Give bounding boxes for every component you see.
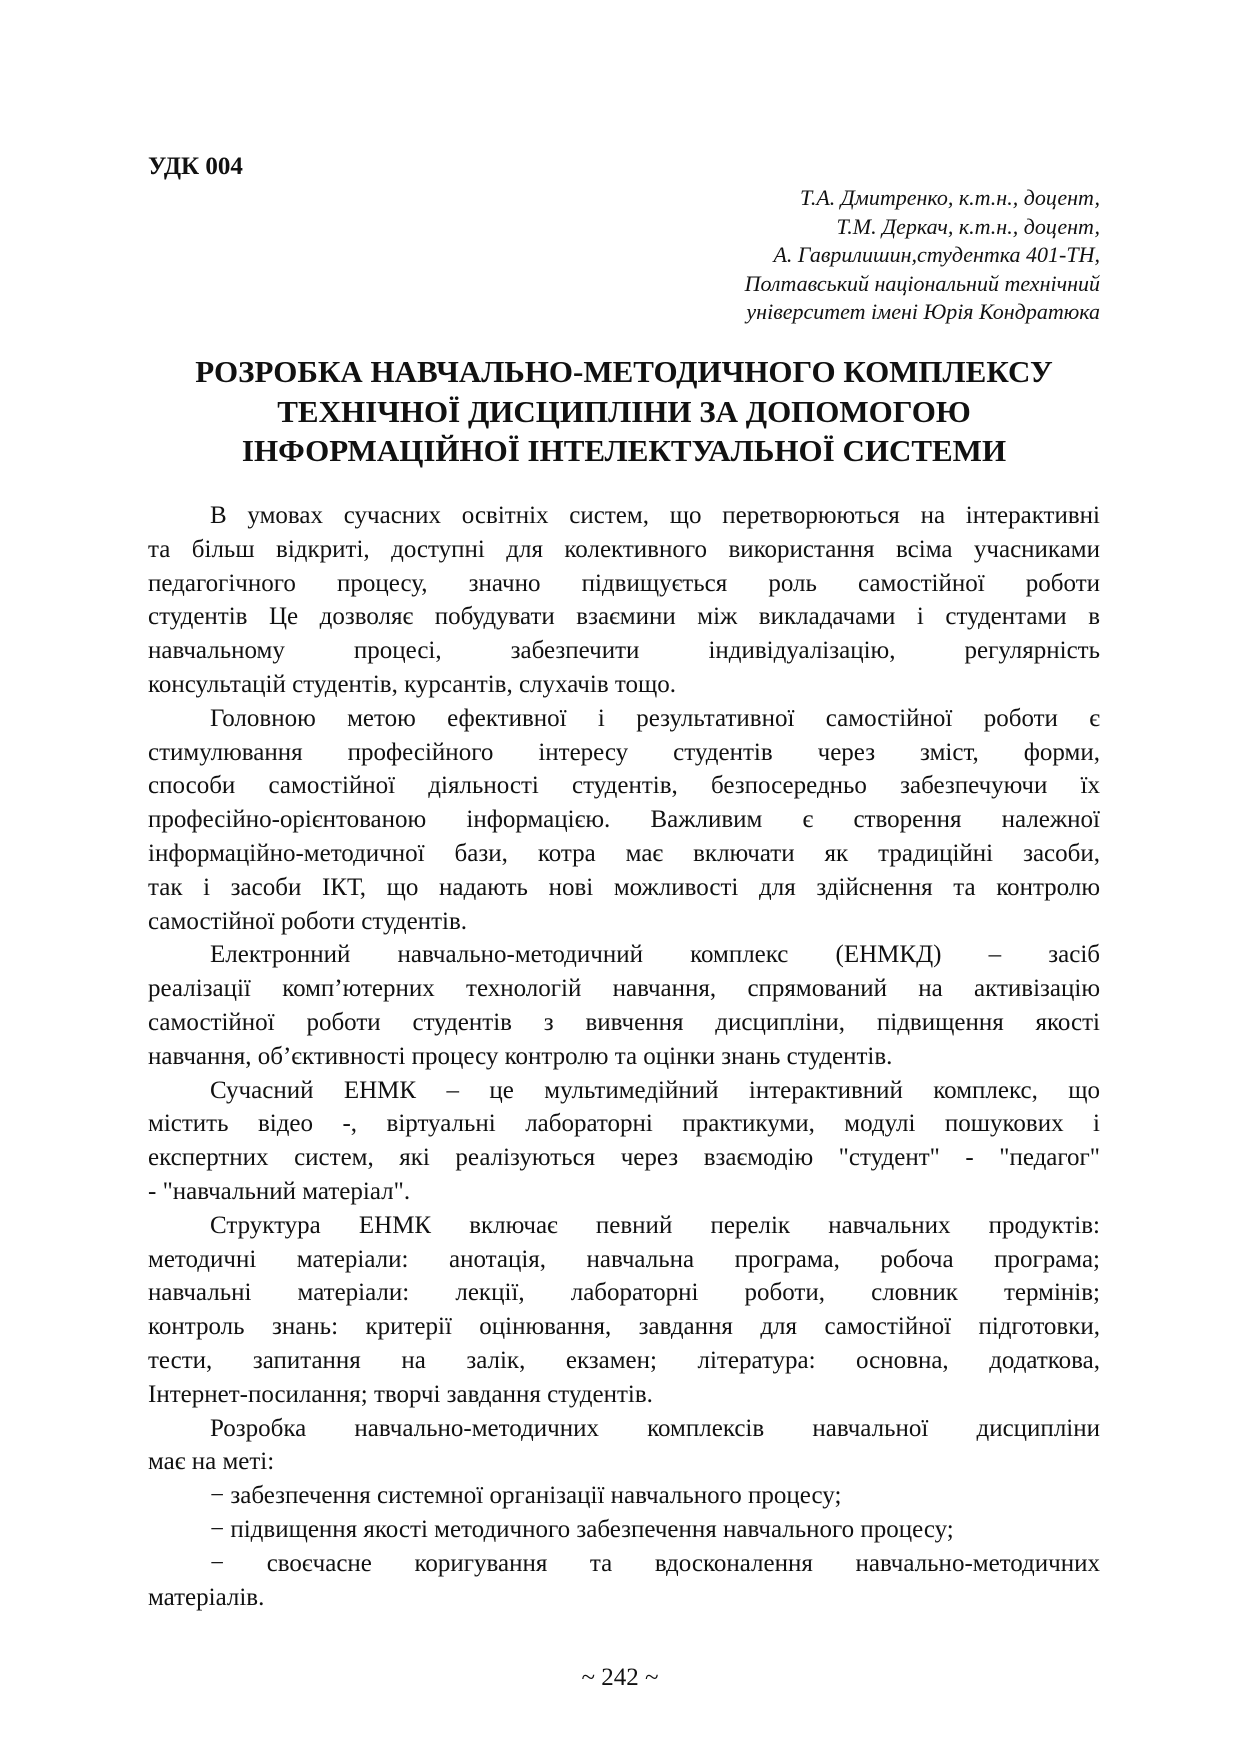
text-line: способи самостійної діяльності студентів, безпосередньо забезпечуючи їх: [148, 772, 1100, 800]
page-number: ~ 242 ~: [581, 1664, 659, 1691]
text-line: − своєчасне коригування та вдосконалення навчально-методичних: [210, 1549, 1100, 1577]
text-line: навчальні матеріали: лекції, лабораторні роботи, словник термінів;: [148, 1279, 1100, 1307]
author-line: А. Гаврилишин,студентка 401-ТН,: [773, 242, 1100, 267]
paragraph: [148, 1547, 1100, 1615]
text-line: педагогічного процесу, значно підвищується роль самостійної роботи: [148, 569, 1100, 597]
text-line: навчання, об’єктивності процесу контролю та оцінки знань студентів.: [148, 1042, 893, 1070]
text-line: реалізації комп’ютерних технологій навчання, спрямований на активізацію: [148, 975, 1100, 1003]
text-line: має на меті:: [148, 1448, 275, 1476]
text-line: навчальному процесі, забезпечити індивідуалізацію, регулярність: [148, 637, 1100, 665]
text-line: Розробка навчально-методичних комплексів навчальної дисципліни: [210, 1414, 1100, 1442]
udc-code: УДК 004: [148, 153, 243, 180]
text-line: В умовах сучасних освітніх систем, що перетворюються на інтерактивні: [210, 502, 1100, 529]
text-line: студентів Це дозволяє побудувати взаємини між викладачами і студентами в: [148, 603, 1100, 631]
text-line: Головною метою ефективної і результативної самостійної роботи є: [210, 704, 1100, 732]
title-line: ТЕХНІЧНОЇ ДИСЦИПЛІНИ ЗА ДОПОМОГОЮ: [277, 393, 971, 429]
article-title: [148, 352, 1100, 471]
text-line: тести, запитання на залік, екзамен; література: основна, додаткова,: [148, 1346, 1100, 1374]
affiliation-line: університет імені Юрія Кондратюка: [746, 299, 1100, 324]
paragraph: [148, 938, 1100, 1073]
paragraph: [148, 1479, 1100, 1513]
text-line: інформаційно-методичної бази, котра має включати як традиційні засоби,: [148, 839, 1100, 867]
paragraph: [148, 1074, 1100, 1209]
text-line: Інтернет-посилання; творчі завдання студентів.: [148, 1380, 653, 1408]
text-line: містить відео -, віртуальні лабораторні практикуми, модулі пошукових і: [148, 1110, 1100, 1138]
article-body: [148, 499, 1100, 1614]
text-line: контроль знань: критерії оцінювання, завдання для самостійної підготовки,: [148, 1313, 1100, 1341]
title-line: ІНФОРМАЦІЙНОЇ ІНТЕЛЕКТУАЛЬНОЇ СИСТЕМИ: [241, 433, 1007, 468]
text-line: професійно-орієнтованою інформацією. Важливим є створення належної: [148, 806, 1100, 834]
text-line: самостійної роботи студентів з вивчення дисципліни, підвищення якості: [148, 1008, 1100, 1036]
author-line: Т.М. Деркач, к.т.н., доцент,: [836, 213, 1100, 239]
text-line: та більш відкриті, доступні для колективного використання всіма учасниками: [148, 535, 1100, 563]
text-line: − забезпечення системної організації навчального процесу;: [210, 1482, 842, 1510]
author-line: Т.А. Дмитренко, к.т.н., доцент,: [800, 185, 1100, 210]
text-line: так і засоби ІКТ, що надають нові можливості для здійснення та контролю: [148, 873, 1100, 901]
text-line: самостійної роботи студентів.: [148, 907, 468, 935]
text-line: стимулювання професійного інтересу студентів через зміст, форми,: [148, 738, 1100, 766]
title-line: РОЗРОБКА НАВЧАЛЬНО-МЕТОДИЧНОГО КОМПЛЕКСУ: [195, 354, 1053, 389]
paragraph: [148, 499, 1100, 702]
authors-block: [745, 184, 1100, 327]
text-line: матеріалів.: [148, 1583, 265, 1611]
paragraph: [148, 1209, 1100, 1412]
paragraph: [148, 1412, 1100, 1480]
text-line: консультацій студентів, курсантів, слухачів тощо.: [148, 670, 676, 698]
text-line: Структура ЕНМК включає певний перелік навчальних продуктів:: [210, 1211, 1100, 1239]
paragraph: [148, 1513, 1100, 1547]
text-line: Сучасний ЕНМК – це мультимедійний інтерактивний комплекс, що: [210, 1076, 1100, 1104]
text-line: Електронний навчально-методичний комплекс (ЕНМКД) – засіб: [210, 941, 1100, 969]
text-line: − підвищення якості методичного забезпечення навчального процесу;: [210, 1515, 954, 1543]
affiliation-line: Полтавський національний технічний: [744, 270, 1100, 296]
text-line: експертних систем, які реалізуються через взаємодію "студент" - "педагог": [148, 1144, 1100, 1172]
text-line: методичні матеріали: анотація, навчальна програма, робоча програма;: [148, 1245, 1100, 1273]
paragraph: [148, 702, 1100, 939]
text-line: - "навчальний матеріал".: [148, 1177, 411, 1205]
